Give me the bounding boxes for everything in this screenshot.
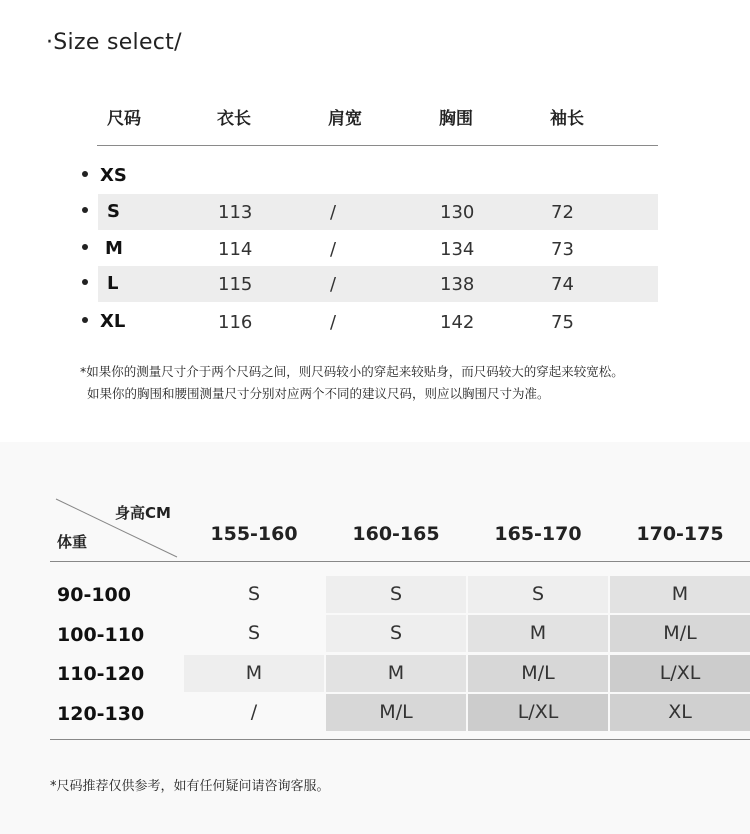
size-cell: S (247, 622, 261, 644)
size-cell: XL (610, 694, 750, 731)
chest-value: 138 (440, 274, 475, 295)
header-size: 尺码 (107, 109, 141, 129)
table-bottom-divider (50, 739, 750, 740)
size-cell: M (468, 615, 608, 652)
size-cell: S (326, 615, 466, 652)
height-col-170-175: 170-175 (636, 523, 724, 545)
bullet-icon (82, 207, 88, 213)
footnote: *尺码推荐仅供参考，如有任何疑问请咨询客服。 (50, 779, 330, 794)
size-note-line2: 如果你的胸围和腰围测量尺寸分别对应两个不同的建议尺码，则应以胸围尺寸为准。 (87, 386, 550, 401)
header-length: 衣长 (217, 109, 251, 129)
weight-row-label: 90-100 (57, 584, 131, 606)
shoulder-value: / (330, 202, 337, 223)
header-sleeve: 袖长 (550, 109, 584, 129)
size-row-xs (80, 158, 658, 194)
header-chest: 胸围 (439, 109, 473, 129)
size-label: L (107, 273, 119, 294)
sleeve-value: 75 (551, 312, 574, 333)
size-cell: M (184, 655, 324, 692)
size-cell: M/L (468, 655, 608, 692)
chest-value: 130 (440, 202, 475, 223)
bullet-icon (82, 171, 88, 177)
shoulder-value: / (330, 312, 337, 333)
size-label: S (107, 201, 120, 222)
bullet-icon (82, 317, 88, 323)
header-divider (97, 145, 658, 146)
sleeve-value: 72 (551, 202, 574, 223)
size-cell: / (250, 701, 258, 723)
height-col-155-160: 155-160 (210, 523, 298, 545)
size-cell: M (326, 655, 466, 692)
length-value: 115 (218, 274, 253, 295)
size-row-xl (80, 304, 658, 340)
length-value: 116 (218, 312, 253, 333)
section-title: ·Size select/ (46, 30, 182, 55)
weight-label: 体重 (57, 533, 88, 551)
sleeve-value: 73 (551, 239, 574, 260)
size-cell: S (326, 576, 466, 613)
weight-row-label: 120-130 (57, 703, 145, 725)
shoulder-value: / (330, 274, 337, 295)
size-row-s (80, 194, 658, 230)
size-cell: L/XL (610, 655, 750, 692)
size-cell: M/L (610, 615, 750, 652)
size-row-l (80, 266, 658, 302)
bullet-icon (82, 279, 88, 285)
size-cell: L/XL (468, 694, 608, 731)
row-shade (98, 266, 658, 302)
size-row-m (80, 231, 658, 267)
size-cell: S (468, 576, 608, 613)
sleeve-value: 74 (551, 274, 574, 295)
size-label: XS (100, 165, 127, 186)
bullet-icon (82, 244, 88, 250)
height-col-160-165: 160-165 (352, 523, 440, 545)
size-note-line1: *如果你的测量尺寸介于两个尺码之间，则尺码较小的穿起来较贴身，而尺码较大的穿起来较宽松。 (80, 364, 624, 379)
size-label: M (105, 238, 123, 259)
weight-row-label: 100-110 (57, 624, 145, 646)
chest-value: 134 (440, 239, 475, 260)
height-label: 身高CM (115, 504, 171, 522)
header-shoulder: 肩宽 (328, 109, 362, 129)
height-col-165-170: 165-170 (494, 523, 582, 545)
size-label: XL (100, 311, 126, 332)
weight-row-label: 110-120 (57, 663, 145, 685)
length-value: 114 (218, 239, 253, 260)
shoulder-value: / (330, 239, 337, 260)
table-top-divider (50, 561, 750, 562)
row-shade (98, 194, 658, 230)
chest-value: 142 (440, 312, 475, 333)
length-value: 113 (218, 202, 253, 223)
size-cell: M/L (326, 694, 466, 731)
size-cell: S (247, 583, 261, 605)
size-cell: M (610, 576, 750, 613)
